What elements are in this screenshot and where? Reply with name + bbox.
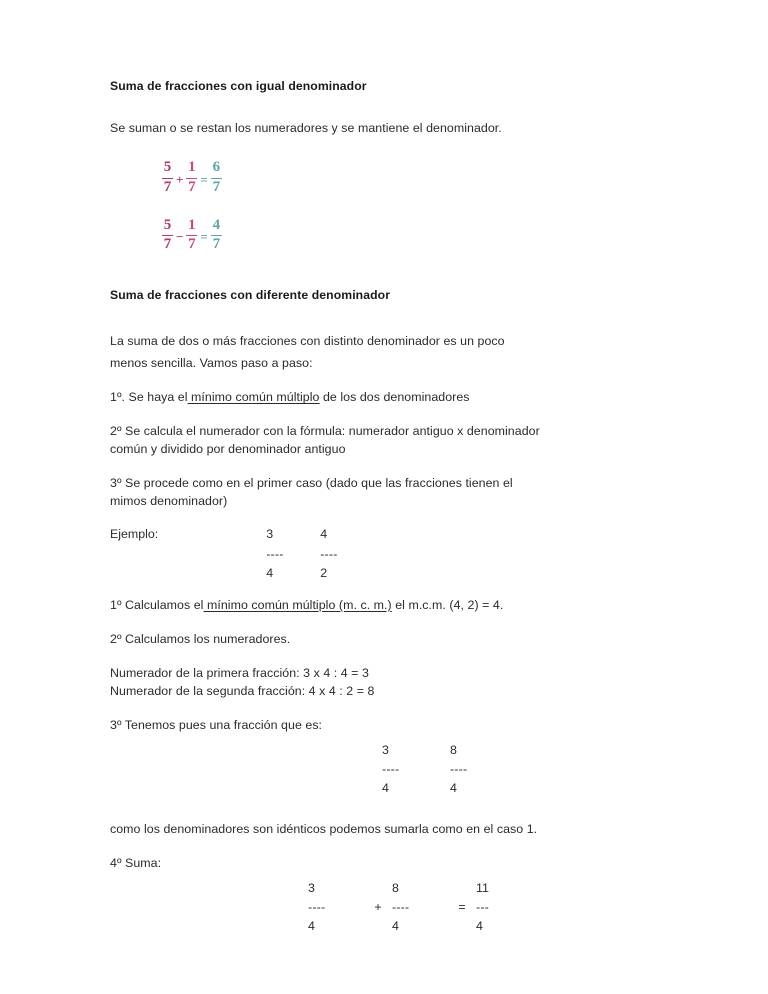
denominator: 2 [320,565,328,580]
equation-addition [162,160,660,195]
fraction-right [186,160,197,195]
ascii-operator-equals-col [448,879,476,937]
operator-equals: = [200,171,208,187]
numerator-calculations [110,665,660,701]
ascii-fraction-first [308,879,364,937]
denominator: 7 [212,179,221,195]
worked-step-1-prefix: 1º Calculamos el [110,597,204,612]
step-3-line-1: 3º Se procede como en el primer caso (dado que las fracciones tienen el [110,476,513,491]
equation-block [110,160,660,253]
numerator-line-1: Numerador de la primera fracción: 3 x 4 : 4 = 3 [110,665,369,680]
spacer [110,799,660,821]
denominator: 4 [308,918,315,933]
numerator: 8 [392,880,399,895]
denominator: 4 [382,781,389,796]
worked-step-3-fractions [382,741,660,799]
numerator: 11 [476,880,489,895]
operator-minus: − [176,228,184,244]
example-fractions [266,525,374,583]
ascii-fraction-2 [450,741,518,799]
denominator: 7 [188,179,196,195]
fraction-bar: ---- [392,899,410,914]
step-3-overview [110,475,660,511]
intro-line-1: La suma de dos o más fracciones con distinto denominador es un poco [110,333,505,348]
spacer-cell [460,917,463,936]
step-1-overview [110,389,660,407]
spacer [110,94,660,120]
spacer-cell [376,917,379,936]
step-2-line-1: 2º Se calcula el numerador con la fórmula: numerador antiguo x denominador [110,424,540,439]
denominator: 7 [188,236,196,253]
intro-paragraph-igual-denominador: Se suman o se restan los numeradores y se mantiene el denominador. [110,121,502,136]
fraction-bar: --- [476,899,489,914]
step-1-prefix: 1º. Se haya el [110,390,188,405]
spacer [110,649,660,665]
worked-step-1-suffix: el m.c.m. (4, 2) = 4. [391,597,504,612]
worked-step-1 [110,597,660,615]
denominator: 7 [163,179,172,195]
numerator: 5 [163,216,172,233]
spacer [110,839,660,855]
numerator: 3 [308,880,315,895]
denominator: 4 [450,781,457,796]
ascii-fraction-1 [266,525,320,583]
spacer [110,253,660,287]
spacer [110,459,660,475]
operator-plus: + [176,171,184,187]
fraction-right [186,218,197,253]
spacer [110,407,660,423]
worked-step-1-underlined-term: mínimo común múltiplo (m. c. m.) [203,597,392,612]
step-1-underlined-term: mínimo común múltiplo [187,390,320,405]
ascii-fraction-result [476,879,532,937]
example-label: Ejemplo: [110,527,159,542]
numerator: 3 [266,527,274,542]
ascii-fraction-second [392,879,448,937]
equation-subtraction [162,218,660,253]
numerator: 1 [188,159,196,176]
numerator: 8 [450,742,457,757]
spacer [110,138,660,160]
spacer-cell [376,879,379,898]
ascii-operator-plus-col [364,879,392,937]
step-1-suffix: de los dos denominadores [319,390,470,405]
section-heading-diferente-denominador: Suma de fracciones con diferente denominador [110,288,391,303]
denominator: 4 [476,918,483,933]
spacer [110,615,660,631]
numerator: 4 [320,527,328,542]
example-row [110,525,660,583]
worked-step-4-sum [308,879,660,937]
worked-step-4: 4º Suma: [110,855,162,870]
spacer-cell [460,879,463,898]
fraction-bar: ---- [320,546,338,561]
intro-paragraph-diferente-denominador [110,330,660,376]
worked-step-3: 3º Tenemos pues una fracción que es: [110,717,323,732]
fraction-result [211,218,222,253]
denominator: 7 [212,236,221,253]
numerator: 5 [163,159,172,176]
step-2-line-2: común y dividido por denominador antiguo [110,442,346,457]
numerator: 3 [382,742,389,757]
fraction-bar: ---- [308,899,326,914]
numerator-line-2: Numerador de la segunda fracción: 4 x 4 : 2 = 8 [110,683,375,698]
ascii-fraction-2 [320,525,374,583]
numerator: 6 [212,159,221,176]
numerator: 1 [188,216,196,233]
spacer [110,701,660,717]
fraction-result [211,160,222,195]
operator-equals: = [200,228,208,244]
step-3-line-2: mimos denominador) [110,494,228,509]
spacer [110,375,660,389]
fraction-left [162,160,173,195]
spacer [110,511,660,525]
identical-denominators-note: como los denominadores son idénticos podemos sumarla como en el caso 1. [110,821,538,836]
operator-plus: + [374,899,382,914]
fraction-bar: ---- [266,546,284,561]
spacer [110,304,660,330]
fraction-bar: ---- [450,762,468,777]
denominator: 4 [392,918,399,933]
step-2-overview [110,423,660,459]
spacer [110,583,660,597]
denominator: 7 [163,236,172,253]
worked-step-2: 2º Calculamos los numeradores. [110,631,291,646]
numerator: 4 [212,216,221,233]
operator-equals: = [458,899,466,914]
ascii-fraction-1 [382,741,450,799]
intro-line-2: menos sencilla. Vamos paso a paso: [110,356,313,371]
fraction-left [162,218,173,253]
section-heading-igual-denominador: Suma de fracciones con igual denominador [110,79,367,93]
fraction-bar: ---- [382,762,400,777]
denominator: 4 [266,565,274,580]
